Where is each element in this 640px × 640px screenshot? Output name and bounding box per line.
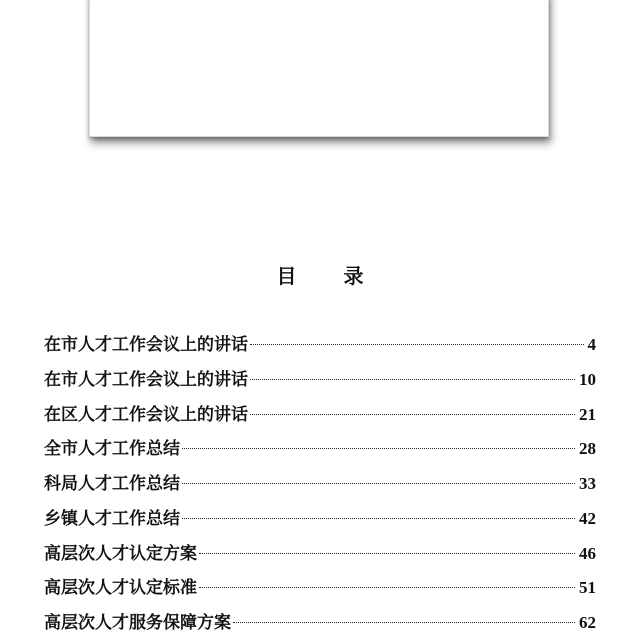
toc-entry-label: 科局人才工作总结 xyxy=(44,474,180,494)
toc-entry[interactable] xyxy=(44,539,596,574)
toc-entry[interactable] xyxy=(44,365,596,400)
toc-entry[interactable] xyxy=(44,608,596,640)
toc-entry-label: 在市人才工作会议上的讲话 xyxy=(44,369,248,390)
toc-entry-page-number: 21 xyxy=(579,404,596,424)
toc-entry-label: 乡镇人才工作总结 xyxy=(44,508,180,529)
toc-title: 目 录 xyxy=(276,264,384,288)
toc-entry[interactable] xyxy=(44,434,596,469)
toc-list xyxy=(44,330,596,640)
toc-entry-label: 在区人才工作会议上的讲话 xyxy=(44,404,248,425)
toc-entry-page-number: 10 xyxy=(579,369,596,389)
toc-entry[interactable] xyxy=(44,400,596,435)
toc-dot-leader xyxy=(250,379,575,380)
toc-entry-page-number: 51 xyxy=(579,578,596,598)
toc-dot-leader xyxy=(250,344,584,345)
toc-dot-leader xyxy=(250,414,575,415)
toc-entry-label: 高层次人才认定方案 xyxy=(44,543,197,564)
toc-entry-page-number: 28 xyxy=(579,439,596,459)
toc-entry[interactable] xyxy=(44,504,596,539)
toc-dot-leader xyxy=(182,518,575,519)
toc-entry-page-number: 42 xyxy=(579,508,596,528)
toc-entry[interactable] xyxy=(44,469,596,504)
toc-entry[interactable] xyxy=(44,573,596,608)
toc-entry[interactable] xyxy=(44,330,596,365)
toc-entry-label: 高层次人才服务保障方案 xyxy=(44,613,231,633)
toc-dot-leader xyxy=(199,553,575,554)
toc-dot-leader xyxy=(182,448,575,449)
toc-entry-page-number: 46 xyxy=(579,543,596,563)
toc-dot-leader xyxy=(233,622,575,623)
toc-entry-label: 高层次人才认定标准 xyxy=(44,578,197,599)
toc-entry-page-number: 4 xyxy=(587,335,596,354)
toc-entry-page-number: 62 xyxy=(579,613,596,632)
toc-entry-page-number: 33 xyxy=(579,474,596,493)
toc-dot-leader xyxy=(199,587,575,588)
toc-entry-label: 全市人才工作总结 xyxy=(44,439,180,460)
toc-entry-label: 在市人才工作会议上的讲话 xyxy=(44,335,248,355)
document-preview-card xyxy=(89,0,549,137)
toc-dot-leader xyxy=(182,483,575,484)
